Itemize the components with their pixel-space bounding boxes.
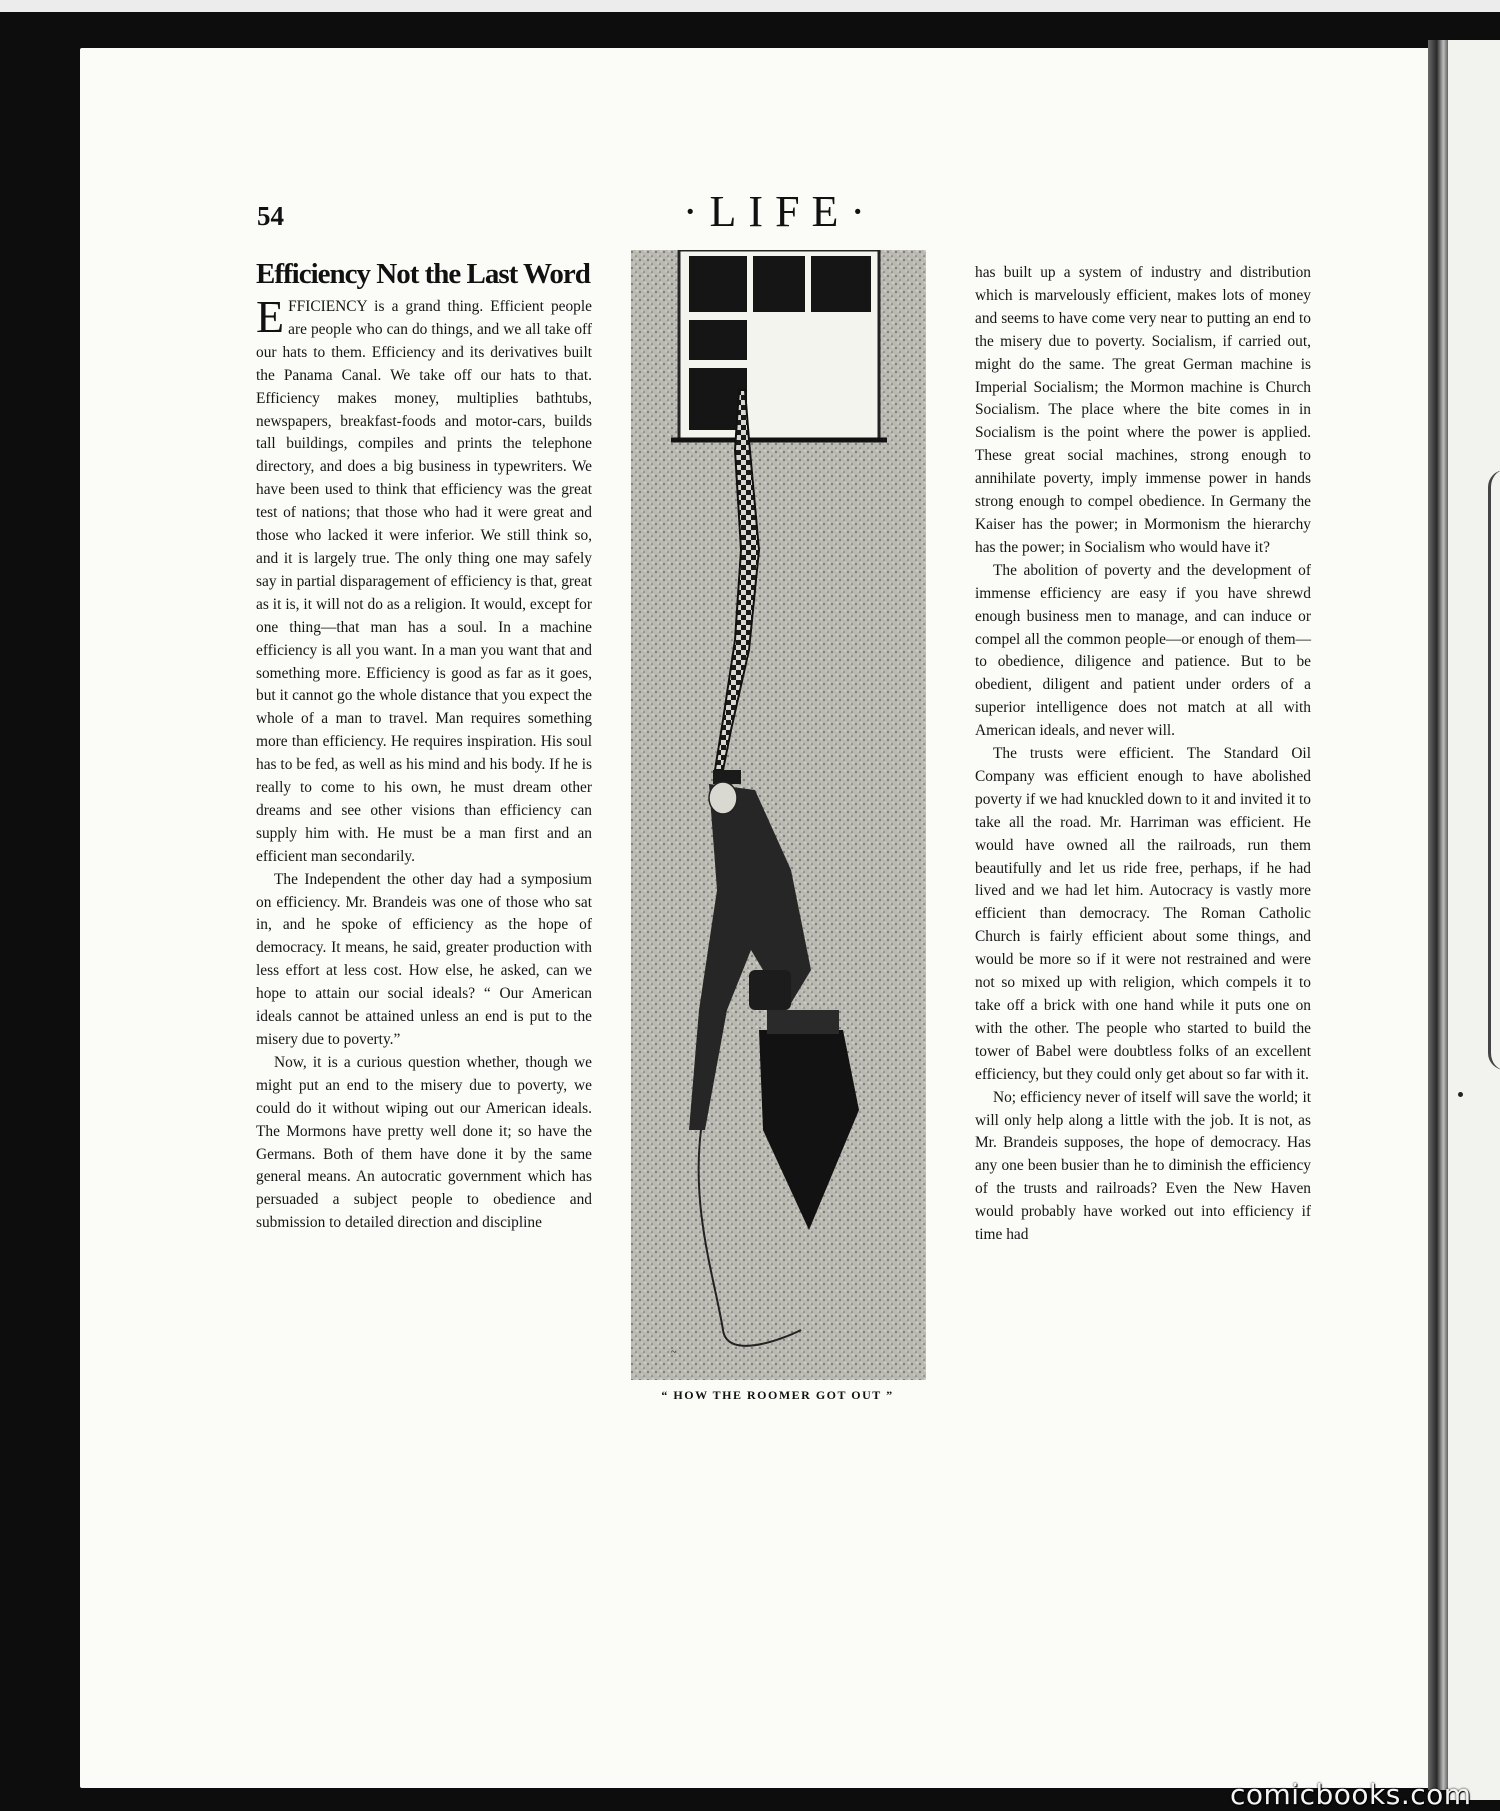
drop-cap: E [256, 291, 285, 342]
page-number: 54 [257, 201, 284, 231]
cartoon-illustration [631, 250, 926, 1380]
paragraph: The trusts were efficient. The Standard Oil Company was efficient enough to have abolished poverty if we had knuckled down to it and invited it to take all the road. Mr. Harriman was efficient. He would have owned all the railroads, run them beautifully and let us ride free, perhaps, if he had lived and we had let him. Autocracy is vastly more efficient than democracy. The Roman Catholic Church is fairly efficient about some things, and would be more so if it were not restrained and were not so mixed up with religion, which compels it to take off a brick with one hand while it puts one on with the other. The people who started to build the tower of Babel were doubtless folks of an excellent efficiency, but they could only get about so far with it. [975, 745, 1311, 1083]
artist-signature: ~ [671, 1347, 677, 1358]
facing-page-edge [1448, 40, 1500, 1800]
watermark: comicbooks.com [1230, 1778, 1472, 1811]
paragraph: has built up a system of industry and distribution which is marvelously efficient, makes lots of money and seems to have come very near to putting an end to the misery due to poverty. Socialism, if carried out, might do the same. The great German machine is Imperial Socialism; the Mormon machine is Church Socialism. The place where the bite comes in in Socialism is the point where the power is applied. These great social machines, strong enough to annihilate poverty, imply immense power in hands strong enough to compel obedience. In Germany the Kaiser has the power; in Mormonism the hierarchy has the power; in Socialism who would have it? [975, 264, 1311, 556]
book-spine [1428, 40, 1450, 1790]
paragraph: No; efficiency never of itself will save the world; it will only help along a little with the job. It is not, as Mr. Brandeis supposes, the hope of democracy. Has any one been busier than he to diminish the efficiency of the trusts and railroads? Even the New Haven would probably have worked out into efficiency if time had [975, 1088, 1311, 1244]
left-column [256, 291, 592, 1235]
facing-page-sketch [1488, 470, 1500, 1070]
window [671, 250, 887, 440]
right-column [975, 262, 1311, 1247]
paragraph [256, 291, 592, 869]
paragraph-text: FFICIENCY is a grand thing. Efficient people are people who can do things, and we all take off our hats to them. Efficiency and its derivatives built the Panama Canal. We take off our hats to that. Efficiency makes money, multiplies bathtubs, newspapers, breakfast-foods and motor-cars, builds tall buildings, compiles and prints the telephone directory, and does a big business in typewriters. We have been used to think that efficiency was the great test of nations; that those who had it were great and those who lacked it were inferior. We still think so, and it is largely true. The only thing one may safely say in partial disparagement of efficiency is that, great as it is, it will not do as a religion. It would, except for one thing—that man has a soul. In a machine efficiency is all you want. In a man you want that and something more. Efficiency is good as far as it goes, but it cannot go the whole distance that you expect the whole of a man to travel. Man requires something more than efficiency. He requires inspiration. His soul has to be fed, as well as his mind and his body. If he is really to come to his own, he must dream other dreams and see other visions than efficiency can supply him with. He must be a man first and an efficient man secondarily. [256, 298, 592, 865]
paragraph: Now, it is a curious question whether, though we might put an end to the misery due to poverty, we could do it without wiping out our American ideals. The Mormons have pretty well done it; so have the Germans. Both of them have done it by the same general means. An autocratic government which has persuaded a subject people to obedience and submission to detailed direction and discipline [256, 1053, 592, 1232]
ink-dot [1458, 1092, 1463, 1097]
scan-top-edge [0, 0, 1500, 12]
article-title: Efficiency Not the Last Word [256, 258, 590, 290]
masthead: ·LIFE· [682, 187, 878, 236]
paragraph: The abolition of poverty and the development of immense efficiency are easy if you have shrewd enough business men to manage, and can induce or compel all the common people—or enough of them—to obedience, diligence and patience. But to be obedient, diligent and patient under orders of a superior intelligence does not match at all with American ideals, and never will. [975, 561, 1311, 740]
illustration-caption: “ HOW THE ROOMER GOT OUT ” [661, 1388, 894, 1402]
paragraph: The Independent the other day had a symposium on efficiency. Mr. Brandeis was one of those who sat in, and he spoke of efficiency as the hope of democracy. It means, he said, greater production with less effort at less cost. How else, he asked, can we hope to attain our social ideals? “ Our American ideals cannot be attained unless an end is put to the misery due to poverty.” [256, 870, 592, 1048]
